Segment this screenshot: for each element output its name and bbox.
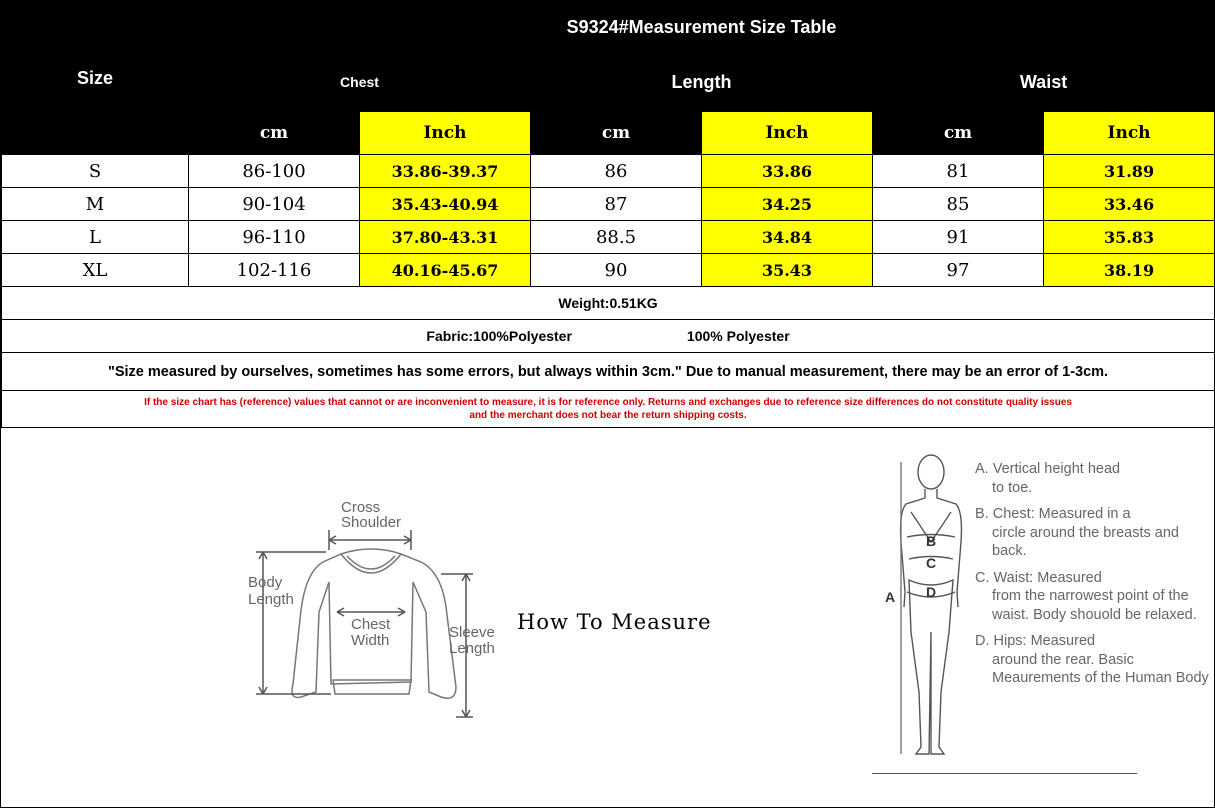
- body-letter-c: C: [926, 555, 937, 571]
- length-cm-cell: 90: [531, 254, 702, 287]
- length-cm-cell: 88.5: [531, 221, 702, 254]
- fabric-text: Fabric:100%Polyester: [426, 328, 572, 344]
- body-length-label-2: Length: [248, 591, 294, 608]
- warning-line-2: and the merchant does not bear the return shipping costs.: [469, 410, 747, 421]
- chest-width-label-2: Width: [351, 632, 390, 649]
- waist-inch-header: Inch: [1044, 112, 1215, 155]
- note-c-line-2: from the narrowest point of the waist. Body shouold be relaxed.: [992, 588, 1197, 623]
- length-inch-cell: 34.84: [702, 221, 873, 254]
- fabric-note: [2, 320, 1215, 353]
- warning-note: [2, 391, 1215, 428]
- length-cm-header: cm: [531, 112, 702, 155]
- waist-inch-cell: 33.46: [1044, 188, 1215, 221]
- sleeve-length-label-2: Length: [449, 640, 495, 657]
- chest-cm-cell: 102-116: [189, 254, 360, 287]
- fabric-alt-text: 100% Polyester: [686, 328, 790, 344]
- table-row: [2, 155, 1215, 188]
- body-letter-d: D: [926, 584, 937, 600]
- table-row: [2, 188, 1215, 221]
- note-d-line-2: around the rear. Basic Meaurements of the Human Body: [992, 651, 1209, 686]
- chest-inch-cell: 33.86-39.37: [360, 155, 531, 188]
- chest-inch-cell: 37.80-43.31: [360, 221, 531, 254]
- note-a-line-2: to toe.: [992, 479, 1033, 496]
- note-d: [975, 632, 1211, 688]
- body-letter-b: B: [926, 533, 937, 549]
- disclaimer-note: "Size measured by ourselves, sometimes has some errors, but always within 3cm." Due to manual measurement, there may be an error of 1-3cm.: [2, 353, 1215, 391]
- body-measurement-notes: [975, 460, 1211, 696]
- chest-cm-cell: 90-104: [189, 188, 360, 221]
- how-to-measure-title: How To Measure: [517, 610, 712, 634]
- length-cm-cell: 86: [531, 155, 702, 188]
- body-letter-a: A: [885, 589, 896, 605]
- size-cell: L: [2, 221, 189, 254]
- warning-line-1: If the size chart has (reference) values that cannot or are inconvenient to measure, it is for reference only. Returns and exchanges due to reference size differences do not constitute quality issues: [144, 397, 1072, 408]
- body-length-label-1: Body: [248, 574, 283, 591]
- sleeve-length-label-1: Sleeve: [449, 624, 495, 641]
- note-c: [975, 569, 1211, 625]
- waist-inch-cell: 38.19: [1044, 254, 1215, 287]
- waist-inch-cell: 35.83: [1044, 221, 1215, 254]
- waist-inch-cell: 31.89: [1044, 155, 1215, 188]
- chest-width-label-1: Chest: [351, 616, 391, 633]
- size-cell: XL: [2, 254, 189, 287]
- note-c-line-1: C. Waist: Measured: [975, 569, 1102, 586]
- size-column-header: Size: [2, 2, 189, 155]
- table-row: [2, 254, 1215, 287]
- note-d-line-1: D. Hips: Measured: [975, 633, 1096, 649]
- body-figure: [901, 455, 962, 754]
- size-table: [1, 1, 1215, 428]
- length-inch-cell: 35.43: [702, 254, 873, 287]
- chest-cm-cell: 86-100: [189, 155, 360, 188]
- note-a-line-1: A. Vertical height head: [975, 461, 1121, 477]
- chest-cm-header: cm: [189, 112, 360, 155]
- weight-note: Weight:0.51KG: [2, 287, 1215, 320]
- size-cell: S: [2, 155, 189, 188]
- length-cm-cell: 87: [531, 188, 702, 221]
- cross-shoulder-label-2: Shoulder: [341, 514, 402, 531]
- note-b-line-1: B. Chest: Measured in a: [975, 506, 1131, 522]
- waist-cm-cell: 91: [873, 221, 1044, 254]
- waist-group-header: Waist: [873, 53, 1215, 112]
- length-inch-header: Inch: [702, 112, 873, 155]
- chest-cm-cell: 96-110: [189, 221, 360, 254]
- length-inch-cell: 33.86: [702, 155, 873, 188]
- how-to-measure-section: [1, 432, 1214, 807]
- note-a: [975, 460, 1211, 497]
- cross-shoulder-label-1: Cross: [341, 499, 381, 516]
- size-cell: M: [2, 188, 189, 221]
- note-b: [975, 505, 1211, 561]
- waist-cm-cell: 85: [873, 188, 1044, 221]
- chest-inch-cell: 40.16-45.67: [360, 254, 531, 287]
- table-row: [2, 221, 1215, 254]
- notes-underline: [872, 773, 1137, 774]
- waist-cm-cell: 81: [873, 155, 1044, 188]
- chest-inch-cell: 35.43-40.94: [360, 188, 531, 221]
- table-title: S9324#Measurement Size Table: [189, 2, 1215, 53]
- chest-inch-header: Inch: [360, 112, 531, 155]
- chest-group-header: Chest: [189, 53, 531, 112]
- length-inch-cell: 34.25: [702, 188, 873, 221]
- note-b-line-2: circle around the breasts and back.: [992, 524, 1179, 559]
- waist-cm-cell: 97: [873, 254, 1044, 287]
- length-group-header: Length: [531, 53, 873, 112]
- waist-cm-header: cm: [873, 112, 1044, 155]
